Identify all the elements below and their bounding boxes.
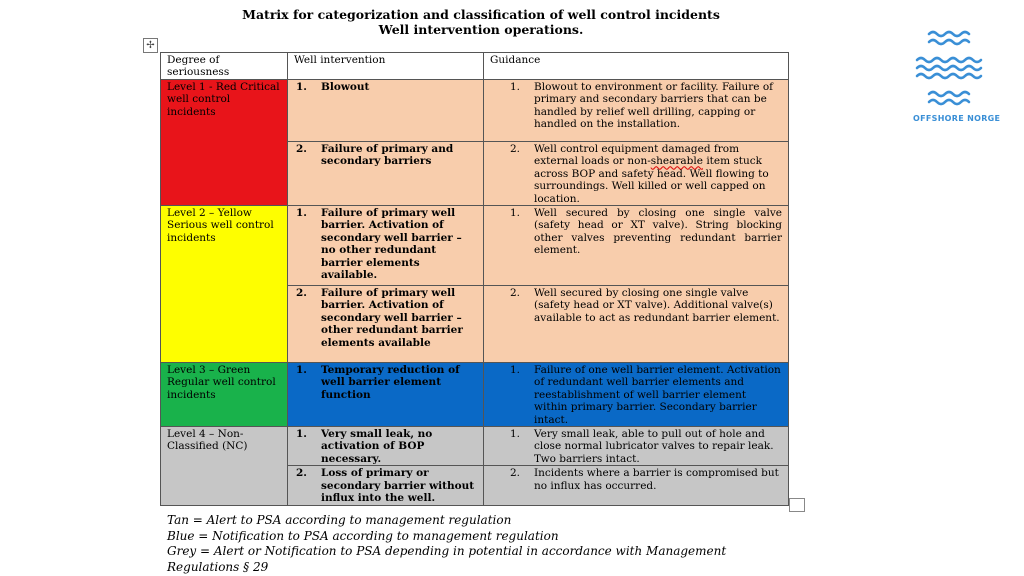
guidance-text: Incidents where a barrier is compromised but no influx has occurred. xyxy=(534,467,779,492)
item-number: 1. xyxy=(296,81,307,93)
guidance-text: Blowout to environment or facility. Failure of primary and secondary barriers that can be handled by relief well drilling, capping or handled on the installation. xyxy=(534,81,774,131)
logo-text: OFFSHORE NORGE xyxy=(913,114,1001,123)
guidance-text: Well secured by closing one single valve (safety head or XT valve). Additional valve(s) available to act as redundant barrier element. xyxy=(534,287,780,324)
guidance-cell xyxy=(484,466,789,505)
item-number: 1. xyxy=(510,428,521,441)
item-number: 2. xyxy=(510,287,521,300)
guidance-text: Very small leak, able to pull out of hole and close normal lubricator valves to repair leak. Two barriers intact. xyxy=(534,428,774,465)
intervention-text: Failure of primary and secondary barriers xyxy=(321,143,454,168)
header-degree: Degree of seriousness xyxy=(161,53,288,80)
item-number: 1. xyxy=(296,207,307,220)
item-number: 2. xyxy=(296,287,307,300)
header-guidance: Guidance xyxy=(484,53,789,80)
note-regulations: Regulations § 29 xyxy=(167,559,269,574)
table-row xyxy=(161,206,789,286)
intervention-cell xyxy=(288,142,484,206)
incident-matrix-table xyxy=(160,52,789,506)
title-line-1: Matrix for categorization and classification of well control incidents xyxy=(242,7,720,22)
guidance-cell xyxy=(484,142,789,206)
intervention-cell xyxy=(288,363,484,427)
intervention-cell xyxy=(288,466,484,505)
intervention-text: Failure of primary well barrier. Activation of secondary well barrier – other redundant barrier elements available xyxy=(321,287,463,349)
item-number: 1. xyxy=(510,364,521,377)
item-number: 2. xyxy=(296,143,307,155)
item-number: 1. xyxy=(510,207,521,220)
level-4-label: Level 4 – Non-Classified (NC) xyxy=(161,427,288,505)
legend-notes xyxy=(167,513,726,575)
item-number: 2. xyxy=(296,467,307,480)
guidance-text: Failure of one well barrier element. Activation of redundant well barrier elements and reestablishment of well barrier element within primary barrier. Secondary barrier intact. xyxy=(534,364,781,426)
guidance-text: Well control equipment damaged from external loads or non-shearable item stuck across BOP and safety head. Well flowing to surroundings. Well killed or well capped on location. xyxy=(534,143,769,205)
intervention-text: Loss of primary or secondary barrier without influx into the well. xyxy=(321,467,475,505)
intervention-text: Blowout xyxy=(321,81,370,93)
item-number: 1. xyxy=(510,81,521,93)
item-number: 1. xyxy=(296,364,307,377)
guidance-cell xyxy=(484,427,789,466)
move-cross-icon[interactable]: ✢ xyxy=(143,38,158,53)
spellcheck-word[interactable]: shearable xyxy=(650,155,703,168)
resize-square-icon[interactable] xyxy=(789,498,805,512)
item-number: 2. xyxy=(510,143,521,155)
guidance-cell xyxy=(484,363,789,427)
table-row xyxy=(161,427,789,466)
intervention-text: Failure of primary well barrier. Activation of secondary well barrier – no other redundant barrier elements available. xyxy=(321,207,462,282)
intervention-text: Temporary reduction of well barrier element function xyxy=(321,364,460,401)
level-2-label: Level 2 – Yellow Serious well control incidents xyxy=(161,206,288,363)
note-grey: Grey = Alert or Notification to PSA depending in potential in accordance with Management xyxy=(167,544,727,558)
document-title xyxy=(0,7,962,37)
guidance-text: Well secured by closing one single valve (safety head or XT valve). String blocking other valves preventing redundant barrier element. xyxy=(534,207,782,257)
intervention-cell xyxy=(288,286,484,363)
table-header-row xyxy=(161,53,789,80)
intervention-text: Very small leak, no activation of BOP necessary. xyxy=(321,428,433,465)
wave-logo-icon xyxy=(913,30,993,110)
header-well-intervention: Well intervention xyxy=(288,53,484,80)
note-blue: Blue = Notification to PSA according to management regulation xyxy=(167,528,559,543)
intervention-cell xyxy=(288,80,484,142)
table-row xyxy=(161,80,789,142)
intervention-cell xyxy=(288,427,484,466)
intervention-cell xyxy=(288,206,484,286)
item-number: 2. xyxy=(510,467,521,480)
guidance-cell xyxy=(484,286,789,363)
guidance-cell xyxy=(484,80,789,142)
guidance-cell xyxy=(484,206,789,286)
table-row xyxy=(161,363,789,427)
title-line-2: Well intervention operations. xyxy=(378,22,584,37)
item-number: 1. xyxy=(296,428,307,441)
note-tan: Tan = Alert to PSA according to management regulation xyxy=(167,513,512,527)
level-1-label: Level 1 - Red Critical well control incidents xyxy=(161,80,288,206)
level-3-label: Level 3 – Green Regular well control incidents xyxy=(161,363,288,427)
